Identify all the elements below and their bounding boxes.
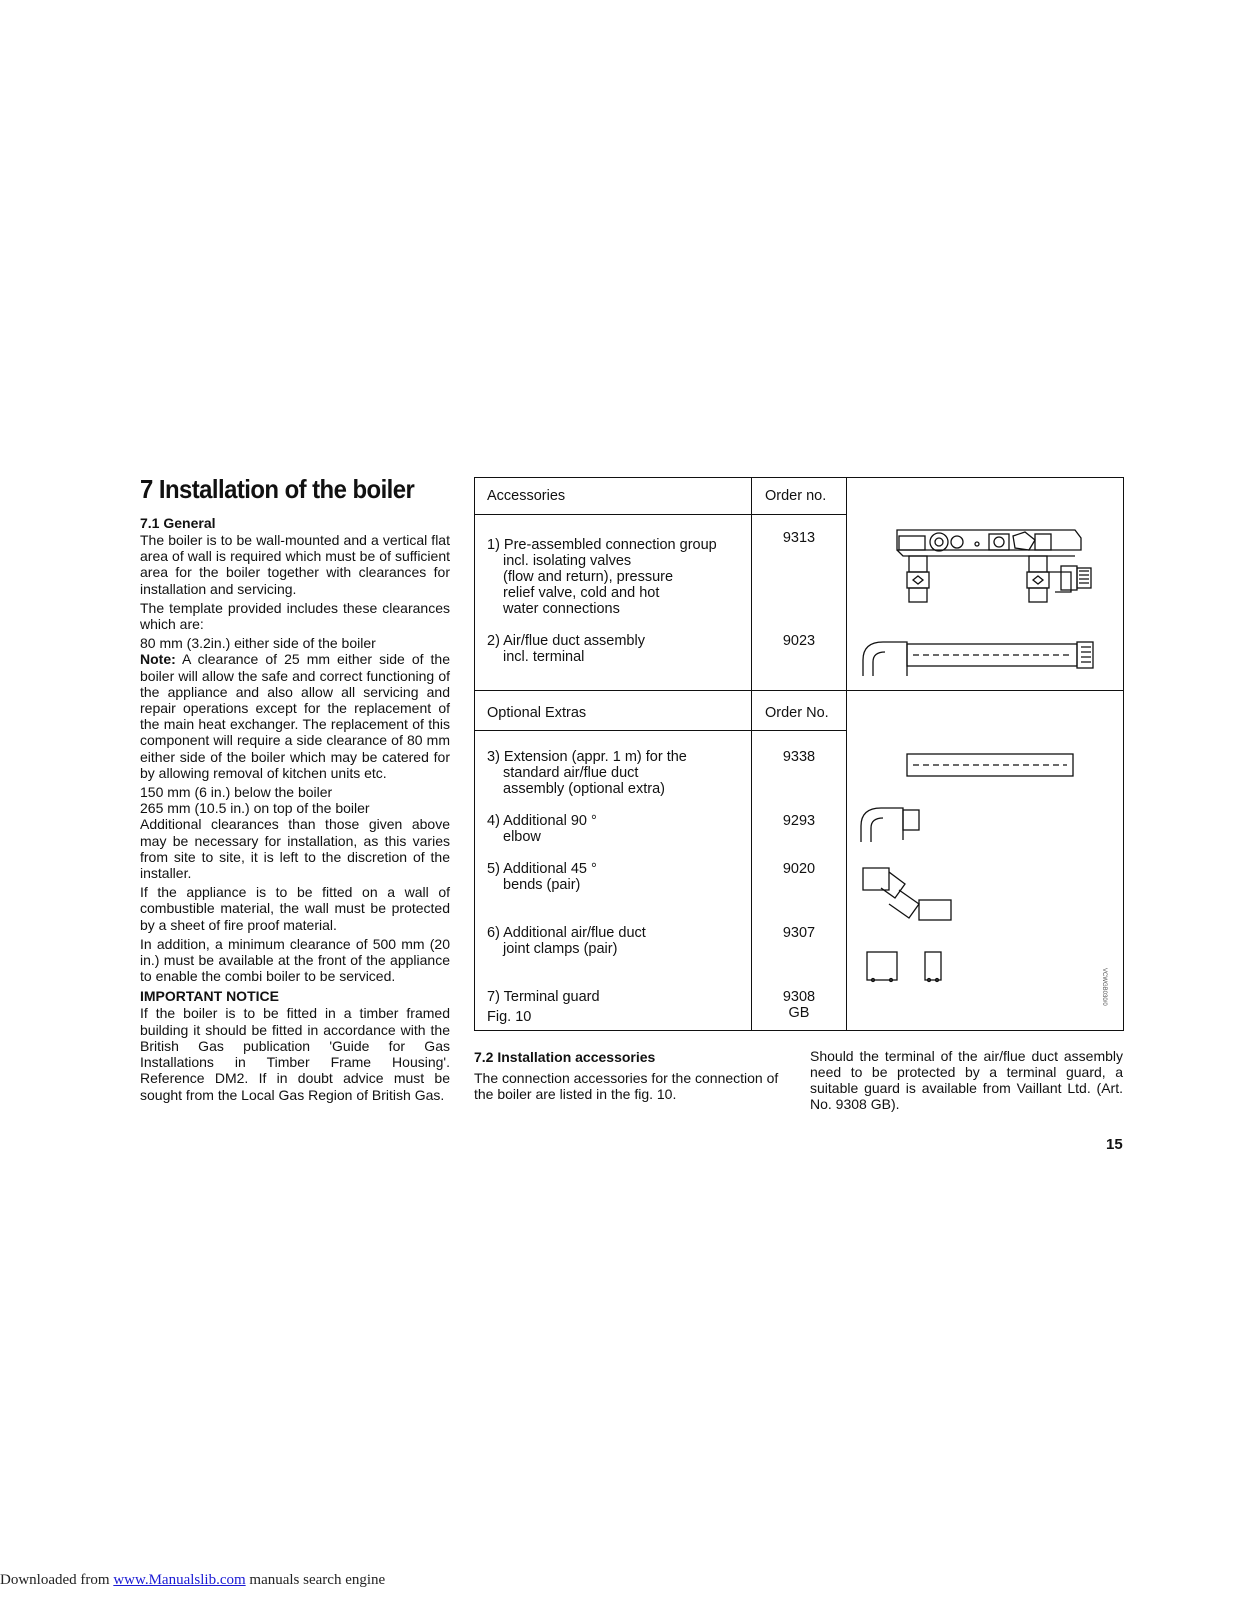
order-number: 9307 — [782, 925, 816, 941]
figure-code: VCWGB030/0 — [1101, 968, 1107, 1006]
item-detail: joint clamps (pair) — [503, 941, 618, 957]
order-number-suffix: GB — [788, 1005, 810, 1021]
elbow-90-icon — [859, 804, 929, 844]
header-accessories: Accessories — [487, 488, 566, 504]
paragraph: If the appliance is to be fitted on a wall of combustible material, the wall must be protected by a sheet of fire proof material. — [140, 884, 450, 933]
table-row — [487, 925, 757, 957]
table-row — [487, 633, 757, 665]
paragraph: The boiler is to be wall-mounted and a vertical flat area of wall is required which must be of sufficient area for the boiler together with clearances for installation and servicing. — [140, 532, 450, 597]
item-detail: water connections — [503, 601, 620, 617]
order-number: 9313 — [782, 530, 816, 546]
section-heading-installation-accessories: 7.2 Installation accessories — [474, 1049, 656, 1065]
section-heading-general: 7.1 General — [140, 515, 216, 531]
row-divider — [475, 690, 1123, 691]
footer-suffix: manuals search engine — [245, 1572, 386, 1588]
accessories-table — [474, 477, 1124, 1031]
item-detail: relief valve, cold and hot — [503, 585, 660, 601]
item-detail: bends (pair) — [503, 877, 581, 893]
item-detail: incl. terminal — [503, 649, 585, 665]
paragraph: The template provided includes these clearances which are: — [140, 599, 450, 633]
table-row — [487, 813, 757, 845]
order-number: 9020 — [782, 861, 816, 877]
paragraph: Additional clearances than those given above may be necessary for installation, as this varies from site to site, it is left to the discretion of the installer. — [140, 816, 450, 882]
table-row — [487, 749, 757, 797]
bends-45-icon — [859, 864, 959, 926]
item-detail: elbow — [503, 829, 541, 845]
paragraph: In addition, a minimum clearance of 500 mm (20 in.) must be available at the front of the appliance to enable the combi boiler to be serviced. — [140, 935, 450, 985]
item-detail: incl. isolating valves — [503, 553, 632, 569]
paragraph: The connection accessories for the connection of the boiler are listed in the fig. 10. — [474, 1070, 779, 1102]
terminal-guard-note — [810, 1048, 1123, 1115]
item-title: 3) Extension (appr. 1 m) for the — [487, 749, 687, 765]
item-detail: standard air/flue duct — [503, 765, 639, 781]
order-number: 9293 — [782, 813, 816, 829]
row-divider — [475, 730, 847, 731]
connection-group-icon — [885, 516, 1105, 616]
item-title: 5) Additional 45 ° — [487, 861, 597, 877]
extension-duct-icon — [905, 752, 1077, 780]
item-title: 7) Terminal guard — [487, 989, 600, 1005]
flue-duct-assembly-icon — [859, 638, 1099, 678]
note-paragraph — [140, 651, 450, 781]
paragraph: Should the terminal of the air/flue duct assembly need to be protected by a terminal guard, a suitable guard is available from Vaillant Ltd. (Art. No. 9308 GB). — [810, 1048, 1123, 1112]
order-number: 9338 — [782, 749, 816, 765]
order-number-line: 9308 — [782, 989, 816, 1005]
item-title: 4) Additional 90 ° — [487, 813, 597, 829]
paragraph: If the boiler is to be fitted in a timber framed building it should be fitted in accordance with the British Gas publication 'Guide for Gas Installations in Timber Frame Housing'. Reference DM2. If in doubt advice must be sought from the Local Gas Region of British Gas. — [140, 1005, 450, 1103]
item-title: 1) Pre-assembled connection group — [487, 537, 717, 553]
important-notice-heading: IMPORTANT NOTICE — [140, 988, 279, 1005]
order-number — [752, 989, 846, 1021]
clearance-below: 150 mm (6 in.) below the boiler — [140, 784, 333, 801]
order-number: 9023 — [782, 633, 816, 649]
footer-prefix: Downloaded from — [0, 1572, 114, 1588]
footer — [0, 1572, 385, 1589]
left-column — [140, 474, 450, 1106]
header-order-no-2: Order No. — [765, 705, 829, 721]
table-row — [487, 861, 757, 893]
figure-label: Fig. 10 — [487, 1009, 532, 1025]
page-number: 15 — [1106, 1136, 1123, 1153]
table-row — [487, 537, 757, 617]
item-detail: assembly (optional extra) — [503, 781, 665, 797]
manualslib-link[interactable]: www.Manualslib.com — [113, 1572, 246, 1588]
clearance-top: 265 mm (10.5 in.) on top of the boiler — [140, 800, 370, 817]
column-divider — [846, 478, 847, 1030]
note-text: A clearance of 25 mm either side of the boiler will allow the safe and correct functioning of the appliance and also allow all servicing and repair operations except for the replacement of the main heat exchanger. The replacement of this component will require a side clearance of 80 mm either side of the boiler which may be catered for by allowing removal of kitchen units etc. — [140, 651, 450, 781]
joint-clamps-icon — [865, 950, 955, 984]
clearance-side: 80 mm (3.2in.) either side of the boiler — [140, 635, 376, 652]
row-divider — [475, 514, 847, 515]
table-row — [487, 989, 757, 1025]
note-label: Note: — [140, 651, 176, 668]
header-optional-extras: Optional Extras — [487, 705, 587, 721]
item-title: 6) Additional air/flue duct — [487, 925, 646, 941]
item-detail: (flow and return), pressure — [503, 569, 674, 585]
section-installation-accessories — [474, 1048, 792, 1105]
item-title: 2) Air/flue duct assembly — [487, 633, 645, 649]
chapter-title: 7 Installation of the boiler — [140, 474, 415, 504]
header-order-no: Order no. — [765, 488, 827, 504]
